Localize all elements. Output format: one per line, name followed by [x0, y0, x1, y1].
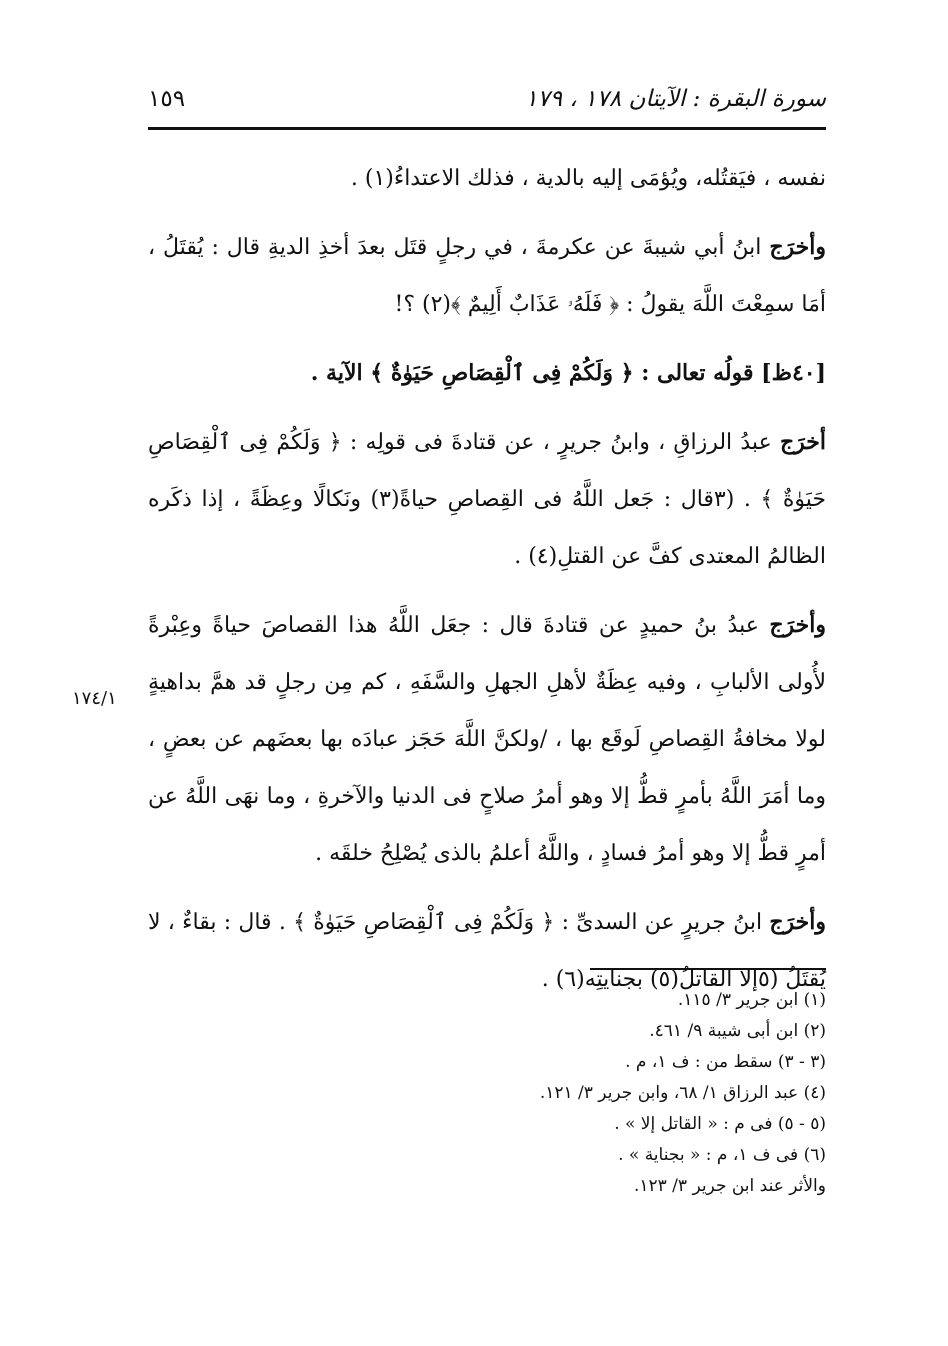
page-number: ١٥٩	[148, 86, 186, 112]
paragraph-lead: وأخرَج	[769, 234, 826, 260]
footnote: (٤) عبد الرزاق ١/ ٦٨، وابن جرير ٣/ ١٢١.	[539, 1083, 826, 1103]
footnote: (٦) فى ف ١، م : « بجناية » .	[618, 1145, 826, 1165]
paragraph-lead: أخرَج	[779, 429, 826, 455]
paragraph-lead: وأخرَج	[769, 612, 826, 638]
paragraph-lead: [٤٠ظ] قولُه تعالى :	[641, 360, 826, 386]
margin-folio-note: ١٧٤/١	[72, 688, 117, 709]
footnote-divider	[590, 968, 826, 970]
paragraph-lead: وأخرَج	[769, 909, 826, 935]
footnote: (٥ - ٥) فى م : « القاتل إلا » .	[614, 1114, 826, 1134]
footnote: (١) ابن جرير ٣/ ١١٥.	[677, 990, 826, 1010]
footnote: (٢) ابن أبى شيبة ٩/ ٤٦١.	[649, 1021, 826, 1041]
paragraph-text: عبدُ بنُ حميدٍ عن قتادةَ قال : جعَل اللَّهُ هذا القصاصَ حياةً وعِبْرةً لأُولى الألبابِ ، وفيه عِظَةٌ لأهلِ الجهلِ والسَّفَهِ ، كم مِن رجلٍ قد همَّ بداهيةٍ لولا مخافةُ القِصاصِ لَوقَع بها ، /ولكنَّ اللَّهَ حَجَز عبادَه بها بعضَهم عن بعضٍ ، وما أمَرَ اللَّهُ بأمرٍ قطُّ إلا وهو أمرُ صلاحٍ فى الدنيا والآخرةِ ، وما نهَى اللَّهُ عن أمرٍ قطُّ إلا وهو أمرُ فسادٍ ، واللَّهُ أعلمُ بالذى يُصْلِحُ خلقَه .	[148, 613, 826, 866]
paragraph-text: ابنُ أبي شيبةَ عن عكرمةَ ، في رجلٍ قتَل بعدَ أخذِ الديةِ قال : يُقتَلُ ، أمَا سمِعْتَ اللَّهَ يقولُ : ﴿ فَلَهُۥ عَذَابٌ أَلِيمٌ ﴾(٢) ؟!	[148, 235, 826, 317]
running-header	[148, 84, 826, 124]
paragraph-text: عبدُ الرزاقِ ، وابنُ جريرٍ ، عن قتادةَ فى قولِه : ﴿ وَلَكُمْ فِى ٱلْقِصَاصِ حَيَوٰةٌ ﴾ . (٣قال : جَعل اللَّهُ فى القِصاصِ حياةً(٣) ونَكالًا وعِظَةً ، إذا ذكَره الظالمُ المعتدى كفَّ عن القتلِ(٤) .	[148, 430, 827, 569]
footnotes	[148, 985, 826, 1202]
header-title: سورة البقرة : الآيتان ١٧٨ ، ١٧٩	[525, 86, 826, 112]
paragraph	[148, 150, 826, 207]
verse-heading	[148, 345, 826, 402]
paragraph-text: ابنُ جريرٍ عن السدىِّ : ﴿ وَلَكُمْ فِى ٱلْقِصَاصِ حَيَوٰةٌ ﴾ . قال : بقاءٌ ، لا يُقتَلُ (٥إلا القاتلُ(٥) بجنايتِه(٦) .	[148, 910, 826, 992]
footnote: والأثر عند ابن جرير ٣/ ١٢٣.	[633, 1176, 826, 1196]
paragraph-text: ﴿ وَلَكُمْ فِى ٱلْقِصَاصِ حَيَوٰةٌ ﴾ الآية .	[310, 360, 642, 386]
paragraph	[148, 597, 826, 882]
main-text	[148, 150, 826, 1020]
paragraph	[148, 414, 826, 585]
header-divider	[148, 127, 826, 130]
footnote: (٣ - ٣) سقط من : ف ١، م .	[625, 1052, 826, 1072]
paragraph-text: نفسه ، فيَقتُله، ويُؤمَى إليه بالدية ، فذلك الاعتداءُ(١) .	[350, 166, 826, 191]
paragraph	[148, 219, 826, 333]
